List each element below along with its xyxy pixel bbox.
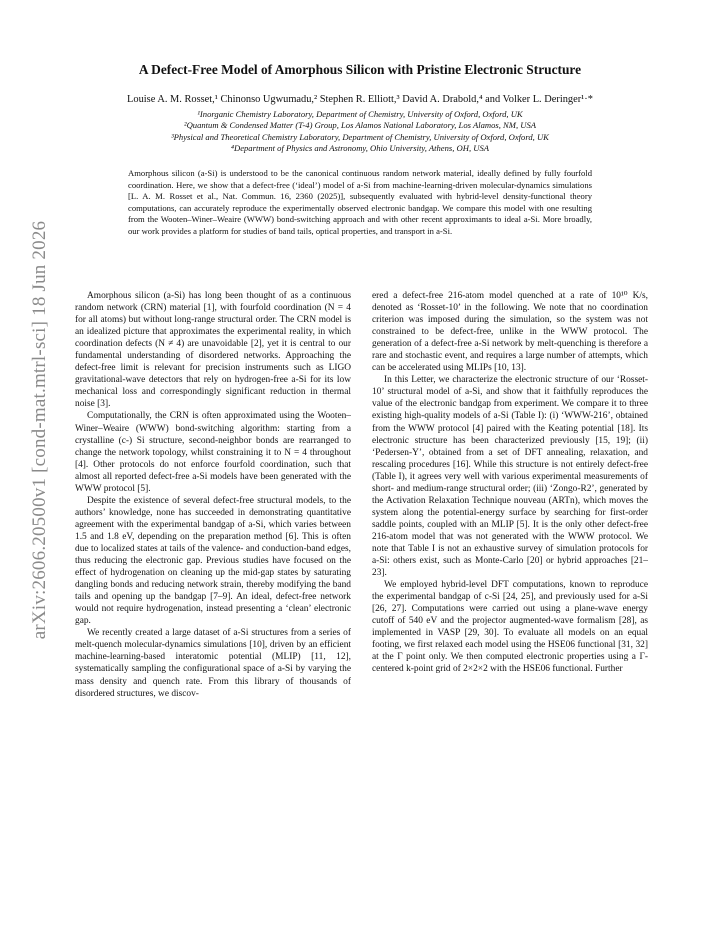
paragraph: In this Letter, we characterize the electronic structure of our ‘Rosset-10’ structural model of a-Si, and show that it faithfully reproduces the value of the electronic bandgap from experiment. We compare it to three existing high-quality models of a-Si (Table I): (i) ‘WWW-216’, obtained from the WWW protocol [4] paired with the Keating potential [18]. Its electronic structure has been characterized previously [15, 19]; (ii) ‘Pedersen-Y’, obtained from a set of DFT annealing, relaxation, and rescaling procedures [16]. While this structure is not entirely defect-free (Table I), it agrees very well with various experimental measurements of short- and medium-range structural order; (iii) ‘Zongo-R2’, generated by the Activation Relaxation Technique nouveau (ARTn), which moves the system along the potential-energy surface by searching for first-order saddle points, coupled with an MLIP [5]. It is the only other defect-free 216-atom model that was not generated with the WWW protocol. We note that Table I is not an exhaustive survey of simulation protocols for a-Si: others exist, such as Monte-Carlo [20] or hybrid approaches [21–23]. — [372, 375, 648, 579]
paragraph: Amorphous silicon (a-Si) has long been thought of as a continuous random network (CRN) material [1], with fourfold coordination (N = 4 for all atoms) but without long-range structural order. The CRN model is an idealized picture that approximates the experimental reality, in which coordination defects (N ≠ 4) are unavoidable [2], yet it is central to our fundamental understanding of disordered networks. Approaching the defect-free limit is relevant for precision instruments such as LIGO gravitational-wave detectors that rely on hydrogen-free a-Si for its low mechanical loss and correspondingly significant reduction in thermal noise [3]. — [75, 291, 351, 410]
arxiv-identifier-stamp[interactable] — [20, 190, 60, 670]
paragraph: We employed hybrid-level DFT computations, known to reproduce the experimental bandgap of c-Si [24, 25], and previously used for a-Si [26, 27]. Computations were carried out using a plane-wave energy cutoff of 540 eV and the projector augmented-wave formalism [28], as implemented in VASP [29, 30]. To evaluate all models on an equal footing, we first relaxed each model using the HSE06 functional [31, 32] at the Γ point only. We then computed electronic properties using a Γ-centered k-point grid of 2×2×2 with the HSE06 functional. Further — [372, 580, 648, 675]
body-column-right — [372, 290, 648, 676]
abstract: Amorphous silicon (a-Si) is understood to be the canonical continuous random network material, ideally defined by fully fourfold coordination. Here, we show that a defect-free (‘ideal’) model of a-Si from machine-learning-driven molecular-dynamics simulations [L. A. M. Rosset et al., Nat. Commun. 16, 2360 (2025)], subsequently evaluated with hybrid-level density-functional theory computations, can accurately reproduce the experimentally observed electronic bandgap. We compare this model with one resulting from the Wooten–Winer–Weaire (WWW) bond-switching approach and with other recent approximants to ideal a-Si. More broadly, our work provides a platform for studies of band tails, optical properties, and transport in a-Si. — [128, 168, 592, 236]
body-column-left — [75, 290, 351, 700]
affiliation-2: ²Quantum & Condensed Matter (T-4) Group, Los Alamos National Laboratory, Los Alamos, NM, USA — [184, 120, 536, 131]
arxiv-identifier-text[interactable]: arXiv:2606.20500v1 [cond-mat.mtrl-sci] 18 Jun 2026 — [29, 220, 50, 640]
paragraph: Computationally, the CRN is often approximated using the Wooten–Winer–Weaire (WWW) bond-switching algorithm: starting from a crystalline (c-) Si structure, second-neighbor bonds are rearranged to change the network topology, whilst constraining it to N = 4 throughout [4]. Other protocols do not enforce fourfold coordination, such that almost all reported defect-free a-Si models have been generated with the WWW protocol [5]. — [75, 411, 351, 494]
affiliation-1: ¹Inorganic Chemistry Laboratory, Department of Chemistry, University of Oxford, Oxford, UK — [197, 109, 523, 119]
paragraph: Despite the existence of several defect-free structural models, to the authors’ knowledge, none has succeeded in demonstrating quantitative agreement with the experimental bandgap of a-Si, which varies between 1.5 and 1.8 eV, depending on the preparation method [6]. This is often due to localized states at tails of the valence- and conduction-band edges, thus reducing the electronic gap. Previous studies have focused on the effect of hydrogenation on cleaning up the mid-gap states by saturating dangling bonds and reducing network strain, thereby modifying the band tails and opening up the bandgap [7–9]. An ideal, defect-free network would not require hydrogenation, instead presenting a ‘clean’ electronic gap. — [75, 495, 351, 627]
paragraph: ered a defect-free 216-atom model quenched at a rate of 10¹⁰ K/s, denoted as ‘Rosset-10’ in the following. We note that no coordination criterion was imposed during the simulation, so the system was not constrained to be defect-free, unlike in the WWW protocol. The generation of a defect-free a-Si network by melt-quenching is therefore a rare and stochastic event, and requires a large number of attempts, which can be accelerated using MLIPs [10, 13]. — [372, 291, 648, 374]
affiliation-3: ³Physical and Theoretical Chemistry Laboratory, Department of Chemistry, University of Oxford, Oxford, UK — [171, 131, 549, 142]
paragraph: We recently created a large dataset of a-Si structures from a series of melt-quench molecular-dynamics simulations [10], driven by an efficient machine-learning-based interatomic potential (MLIP) [11, 12], systematically sampling the configurational space of a-Si by varying the mass density and quench rate. From this library of thousands of disordered structures, we discov- — [75, 628, 351, 699]
affiliations — [60, 109, 660, 154]
author-list: Louise A. M. Rosset,¹ Chinonso Ugwumadu,² Stephen R. Elliott,³ David A. Drabold,⁴ and Volker L. Deringer¹·* — [127, 94, 593, 105]
affiliation-4: ⁴Department of Physics and Astronomy, Ohio University, Athens, OH, USA — [231, 142, 489, 153]
paper-title: A Defect-Free Model of Amorphous Silicon with Pristine Electronic Structure — [138, 62, 582, 77]
